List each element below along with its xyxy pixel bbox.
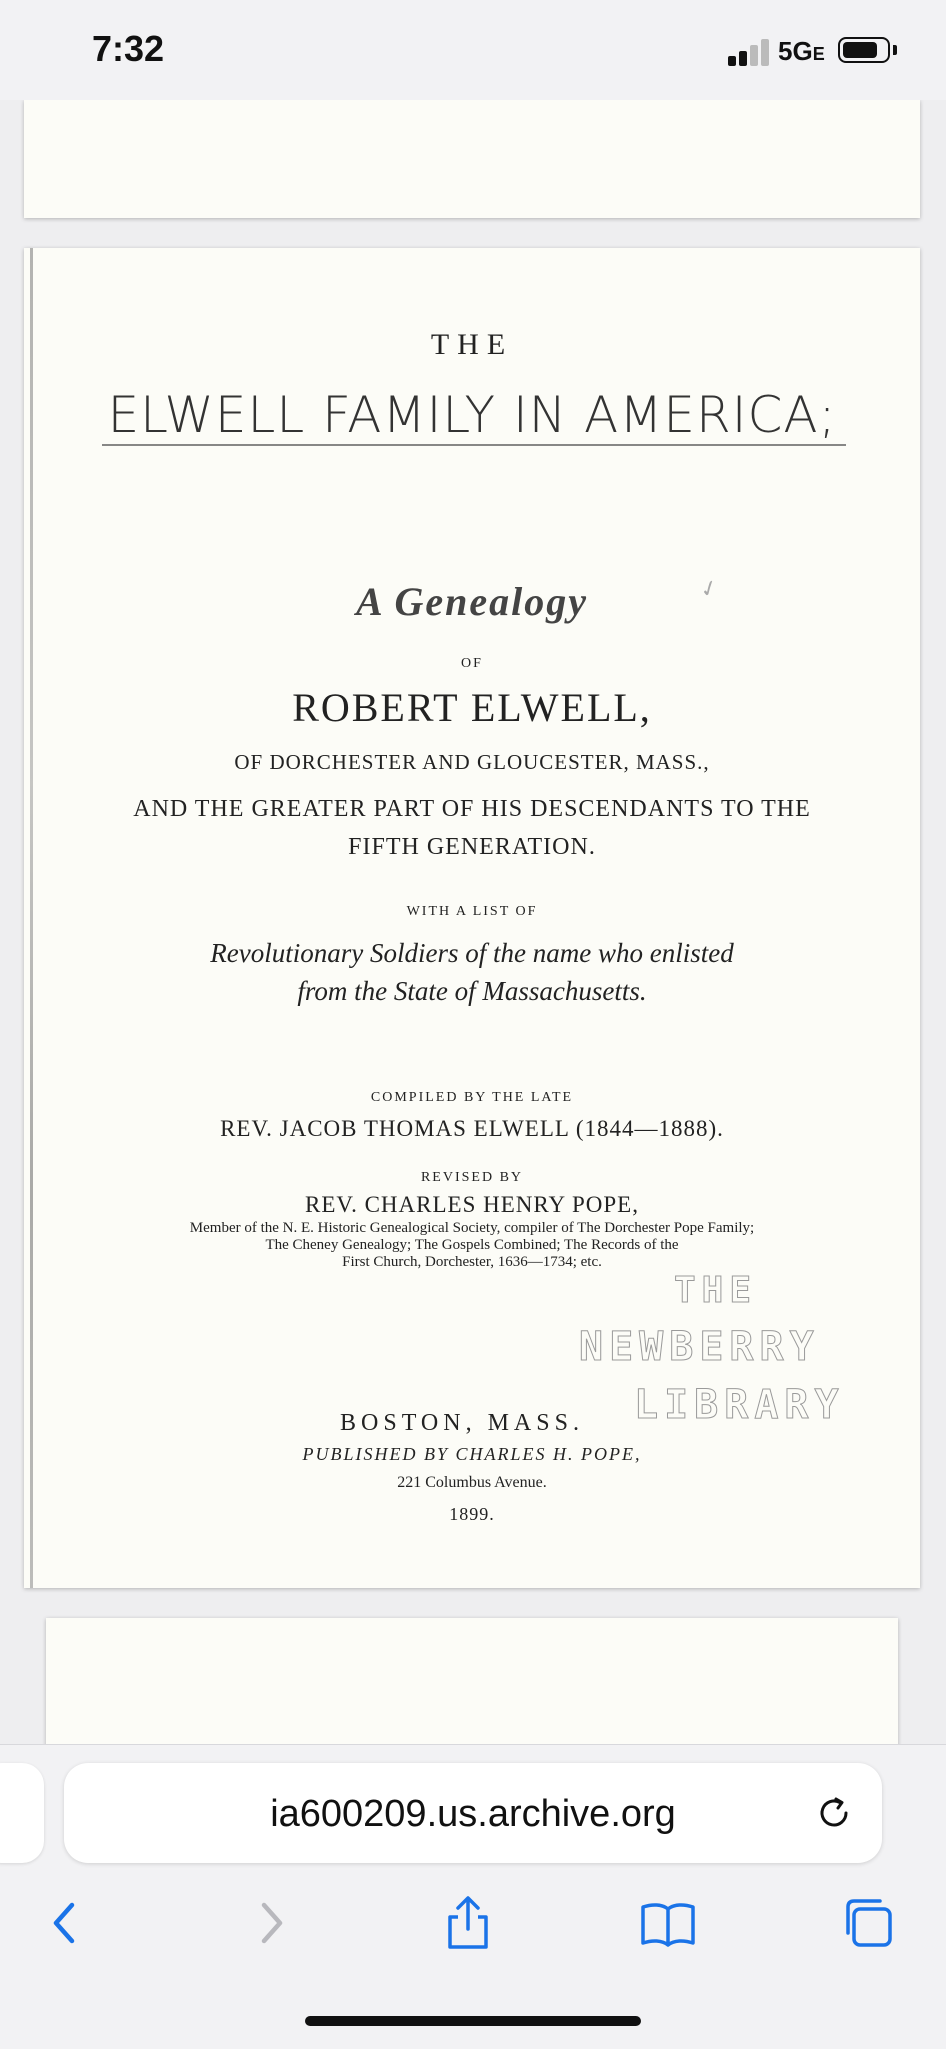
network-type (778, 36, 825, 67)
address-bar[interactable] (64, 1763, 882, 1863)
compiled-by-label: COMPILED BY THE LATE (370, 1090, 574, 1105)
publication-year: 1899. (449, 1504, 495, 1524)
share-icon[interactable] (438, 1893, 498, 1953)
previous-tab-peek[interactable] (0, 1763, 44, 1863)
soldiers-text (24, 934, 920, 1010)
reviser-note-2: The Cheney Genealogy; The Gospels Combined; The Records of the (265, 1237, 679, 1253)
subject-origin: OF DORCHESTER AND GLOUCESTER, MASS., (234, 750, 710, 774)
previous-page (24, 100, 920, 218)
publication-city: BOSTON, MASS. (340, 1410, 584, 1436)
status-time: 7:32 (92, 28, 165, 69)
soldiers-line-2: from the State of Massachusetts. (297, 976, 647, 1006)
title-page (24, 248, 920, 1588)
reviser-note-3: First Church, Dorchester, 1636—1734; etc. (342, 1254, 602, 1270)
library-stamp-line-3: LIBRARY (634, 1382, 845, 1428)
bookmarks-book-icon[interactable] (638, 1893, 698, 1953)
descendants-line-2: FIFTH GENERATION. (348, 834, 596, 860)
title-underline (102, 444, 846, 446)
url-text[interactable]: ia600209.us.archive.org (270, 1793, 676, 1835)
signal-strength-icon (728, 38, 772, 66)
status-bar (0, 0, 946, 100)
document-viewer[interactable] (0, 100, 946, 1744)
subtitle-genealogy: A Genealogy (356, 579, 588, 624)
network-label: 5G (778, 36, 813, 66)
subject-name: ROBERT ELWELL, (292, 685, 652, 730)
reviser-note-1: Member of the N. E. Historic Genealogical Society, compiler of The Dorchester Pope Family; (189, 1220, 755, 1236)
publisher-address: 221 Columbus Avenue. (397, 1474, 547, 1491)
publisher: PUBLISHED BY CHARLES H. POPE, (302, 1444, 642, 1464)
with-list-text: WITH A LIST OF (406, 904, 538, 919)
forward-chevron-icon[interactable] (240, 1893, 300, 1953)
reviser-credentials (24, 1220, 920, 1271)
text-of: OF (461, 656, 483, 671)
library-stamp-line-1: THE (674, 1270, 758, 1311)
next-page (46, 1618, 898, 1744)
reviser-name: REV. CHARLES HENRY POPE, (305, 1192, 639, 1217)
tabs-icon[interactable] (838, 1893, 898, 1953)
compiler-name: REV. JACOB THOMAS ELWELL (1844—1888). (220, 1116, 724, 1141)
main-title: ELWELL FAMILY IN AMERICA; (107, 386, 837, 444)
soldiers-line-1: Revolutionary Soldiers of the name who enlisted (210, 938, 734, 968)
browser-toolbar (0, 1744, 946, 2049)
descendants-text (24, 790, 920, 866)
descendants-line-1: AND THE GREATER PART OF HIS DESCENDANTS TO THE (133, 796, 811, 822)
battery-nub (893, 45, 897, 55)
network-suffix: E (812, 44, 825, 64)
title-the: THE (430, 328, 514, 361)
pencil-check-mark: ✓ (696, 573, 722, 604)
reload-icon[interactable] (814, 1793, 854, 1833)
library-stamp-line-2: NEWBERRY (579, 1324, 820, 1370)
home-indicator[interactable] (305, 2016, 641, 2026)
battery-icon (838, 37, 890, 63)
revised-by-label: REVISED BY (420, 1170, 524, 1185)
back-chevron-icon[interactable] (36, 1893, 96, 1953)
